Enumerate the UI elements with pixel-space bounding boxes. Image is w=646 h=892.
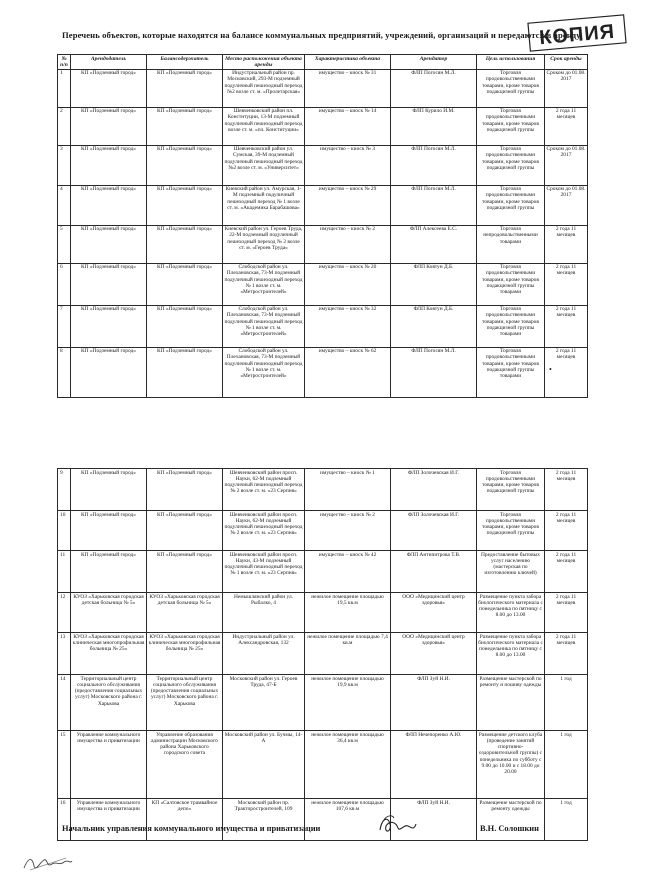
- margin-mark: •: [549, 365, 552, 374]
- cell-holder: КП «Подземный город»: [147, 263, 223, 305]
- cell-lessor: КП «Подземный город»: [71, 263, 147, 305]
- cell-location: Индустриальный район пр. Московский, 293-М подземный подуличный пешеходный переход №2 возле ст. м. «Пролетарская»: [223, 69, 305, 107]
- table-row: [58, 633, 588, 675]
- cell-term: 2 года 11 месяцев: [545, 107, 588, 145]
- col-header-location: Место расположения объекта аренды: [223, 55, 305, 70]
- cell-location: Немышлянский район ул. Рыбалко, 4: [223, 593, 305, 633]
- cell-lessor: КП «Подземный город»: [71, 185, 147, 225]
- table-header-row: [58, 55, 588, 70]
- cell-purpose: Торговля продовольственными товарами, кроме товаров подакцизной группы товарами: [477, 263, 545, 305]
- cell-feature: имущество – киоск № 32: [305, 305, 391, 347]
- cell-location: Шевченковский район пл. Конституции, 13-М подземный подуличный пешеходный переход возле ст. м. «пл. Конституции»: [223, 107, 305, 145]
- cell-lessor: КП «Подземный город»: [71, 305, 147, 347]
- cell-number: 7: [58, 305, 71, 347]
- table-row: [58, 511, 588, 551]
- cell-number: 15: [58, 731, 71, 799]
- cell-lessor: Территориальный центр социального обслуживания (предоставления социальных услуг) Московского района г. Харькова: [71, 675, 147, 731]
- table-row: [58, 107, 588, 145]
- cell-purpose: Торговля продовольственными товарами, кроме товаров подакцизной группы: [477, 469, 545, 511]
- cell-location: Шевченковский район ул. Сумская, 39-М подземный подуличный пешеходный переход №2 возле ст. м. «Университет»: [223, 145, 305, 185]
- cell-lessor: КУОЗ «Харьковская городская клиническая многопрофильная больница № 25»: [71, 633, 147, 675]
- cell-purpose: Торговля продовольственными товарами, кроме товаров подакцизной группы: [477, 107, 545, 145]
- cell-term: 2 года 11 месяцев: [545, 305, 588, 347]
- cell-term: Сроком до 01.08. 2017: [545, 185, 588, 225]
- table-body-part-2: [58, 469, 588, 841]
- cell-purpose: Размещение мастерской по ремонту одежды: [477, 799, 545, 841]
- copy-stamp-graphic: [527, 14, 627, 52]
- cell-feature: имущество – киоск № 14: [305, 107, 391, 145]
- cell-purpose: Торговля продовольственными товарами, кроме товаров подакцизной группы: [477, 511, 545, 551]
- cell-tenant: ООО «Медицинский центр здоровья»: [391, 593, 477, 633]
- document-title: Перечень объектов, которые находятся на балансе коммунальных предприятий, учреждений, организаций и передаются в аренду: [62, 30, 581, 40]
- cell-number: 13: [58, 633, 71, 675]
- table-row: [58, 347, 588, 397]
- cell-location: Московский район пр. Тракторостроителей, 109: [223, 799, 305, 841]
- cell-tenant: ООО «Медицинский центр здоровья»: [391, 633, 477, 675]
- signature-mark: [374, 812, 418, 838]
- cell-purpose: Предоставление бытовых услуг населению (мастерская по изготовлению ключей): [477, 551, 545, 593]
- cell-holder: КП «Подземный город»: [147, 107, 223, 145]
- cell-number: 8: [58, 347, 71, 397]
- cell-feature: нежилое помещение площадью 19,5 кв.м: [305, 593, 391, 633]
- cell-holder: КП «Подземный город»: [147, 185, 223, 225]
- cell-tenant: ФЛП Нечепоренко А.Ю.: [391, 731, 477, 799]
- cell-holder: КП «Подземный город»: [147, 347, 223, 397]
- table-row: [58, 185, 588, 225]
- cell-feature: имущество – киоск № 42: [305, 551, 391, 593]
- table-row: [58, 551, 588, 593]
- cell-purpose: Торговля продовольственными товарами, кроме товаров подакцизной группы товарами: [477, 305, 545, 347]
- cell-number: 14: [58, 675, 71, 731]
- cell-purpose: Торговля продовольственными товарами, кроме товаров подакцизной группы: [477, 185, 545, 225]
- cell-tenant: ФЛП Алексеева Е.С.: [391, 225, 477, 263]
- cell-term: 1 год: [545, 731, 588, 799]
- table-row: [58, 145, 588, 185]
- cell-feature: имущество – киоск № 3: [305, 145, 391, 185]
- cell-lessor: КП «Подземный город»: [71, 145, 147, 185]
- copy-stamp: [527, 14, 627, 52]
- cell-feature: нежилое помещение площадью 107,6 кв.м: [305, 799, 391, 841]
- cell-number: 1: [58, 69, 71, 107]
- cell-holder: Территориальный центр социального обслуживания (предоставления социальных услуг) Московского района г. Харькова: [147, 675, 223, 731]
- col-header-feature: Характеристика объекта: [305, 55, 391, 70]
- cell-purpose: Размещение мастерской по ремонту и пошиву одежды: [477, 675, 545, 731]
- cell-holder: КП «Подземный город»: [147, 511, 223, 551]
- cell-holder: КП «Подземный город»: [147, 145, 223, 185]
- cell-feature: имущество – киоск № 20: [305, 263, 391, 305]
- cell-number: 12: [58, 593, 71, 633]
- cell-holder: КП «Подземный город»: [147, 469, 223, 511]
- cell-purpose: Торговля продовольственными товарами, кроме товаров подакцизной группы товарами: [477, 347, 545, 397]
- cell-number: 2: [58, 107, 71, 145]
- table-row: [58, 69, 588, 107]
- cell-lessor: КП «Подземный город»: [71, 347, 147, 397]
- col-header-purpose: Цель использования: [477, 55, 545, 70]
- cell-location: Киевский район ул. Героев Труда, 22-М подземный подуличный пешеходный переход № 2 возле ст. м. «Героев Труда»: [223, 225, 305, 263]
- cell-term: 2 года 11 месяцев: [545, 511, 588, 551]
- cell-term: 2 года 11 месяцев: [545, 593, 588, 633]
- cell-holder: КП «Подземный город»: [147, 551, 223, 593]
- cell-feature: имущество – киоск № 31: [305, 69, 391, 107]
- table-row: [58, 675, 588, 731]
- cell-holder: КУОЗ «Харьковская городская детская больница № 5»: [147, 593, 223, 633]
- cell-location: Шевченковский район просп. Науки, 62-М подземный подуличный пешеходный переход № 2 возле ст. м. «23 Серпня»: [223, 511, 305, 551]
- cell-feature: нежилое помещение площадью 36,4 кв.м: [305, 731, 391, 799]
- objects-table-part-2: [57, 468, 588, 841]
- cell-holder: Управление образования администрации Московского района Харьковского городского совета: [147, 731, 223, 799]
- col-header-number: № п/п: [58, 55, 71, 70]
- cell-location: Слободской район ул. Плехановская, 73-М подземный подуличный пешеходный переход № 1 возле ст. м. «Метростроителей»: [223, 347, 305, 397]
- cell-lessor: КП «Подземный город»: [71, 225, 147, 263]
- table-row: [58, 225, 588, 263]
- cell-holder: КП «Подземный город»: [147, 225, 223, 263]
- table-row: [58, 593, 588, 633]
- cell-term: 2 года 11 месяцев: [545, 469, 588, 511]
- cell-number: 10: [58, 511, 71, 551]
- cell-lessor: КП «Подземный город»: [71, 69, 147, 107]
- cell-lessor: КП «Подземный город»: [71, 107, 147, 145]
- cell-location: Слободской район ул. Плехановская, 73-М подземный подуличный пешеходный переход № 1 возле ст. м. «Метростроителей»: [223, 263, 305, 305]
- col-header-lessor: Арендодатель: [71, 55, 147, 70]
- cell-term: 2 года 11 месяцев: [545, 551, 588, 593]
- cell-purpose: Торговля продовольственными товарами, кроме товаров подакцизной группы: [477, 69, 545, 107]
- cell-number: 4: [58, 185, 71, 225]
- table-row: [58, 469, 588, 511]
- cell-location: Московский район ул. Бучмы, 14-А: [223, 731, 305, 799]
- cell-number: 9: [58, 469, 71, 511]
- cell-purpose: Торговля продовольственными товарами, кроме товаров подакцизной группы: [477, 145, 545, 185]
- cell-lessor: КП «Подземный город»: [71, 511, 147, 551]
- cell-feature: имущество – киоск № 2: [305, 511, 391, 551]
- cell-holder: КП «Подземный город»: [147, 305, 223, 347]
- cell-term: 1 год: [545, 675, 588, 731]
- cell-number: 6: [58, 263, 71, 305]
- cell-purpose: Размещение пункта забора биологического материала с понедельника по пятницу с 8.00 до 13.00: [477, 633, 545, 675]
- cell-holder: КП «Салтовское трамвайное депо»: [147, 799, 223, 841]
- cell-feature: имущество – киоск № 29: [305, 185, 391, 225]
- col-header-term: Срок аренды: [545, 55, 588, 70]
- cell-tenant: ФЛП Антипитрова Т.В.: [391, 551, 477, 593]
- table-row: [58, 799, 588, 841]
- cell-tenant: ФЛП Золочевская И.Г.: [391, 511, 477, 551]
- cell-term: 2 года 11 месяцев: [545, 263, 588, 305]
- cell-term: Сроком до 01.08. 2017: [545, 69, 588, 107]
- col-header-tenant: Арендатор: [391, 55, 477, 70]
- cell-lessor: Управление коммунального имущества и приватизации: [71, 731, 147, 799]
- cell-term: 2 года 11 месяцев: [545, 347, 588, 397]
- objects-table-part-1: [57, 54, 588, 398]
- cell-location: Московский район ул. Героев Труда, 47-Б: [223, 675, 305, 731]
- cell-feature: имущество – киоск № 2: [305, 225, 391, 263]
- cell-feature: имущество – киоск № 62: [305, 347, 391, 397]
- copy-stamp-text: КОПИЯ: [538, 20, 616, 50]
- cell-purpose: Размещение пункта забора биологического материала с понедельника по пятницу с 8.00 до 13.00: [477, 593, 545, 633]
- cell-tenant: ФЛП Погосян М.Л.: [391, 145, 477, 185]
- cell-location: Слободской район ул. Плехановская, 73-М подземный подуличный пешеходный переход № 1 возле ст. м. «Метростроителей»: [223, 305, 305, 347]
- cell-tenant: ФЛП Ковтун Д.Б.: [391, 263, 477, 305]
- table-row: [58, 305, 588, 347]
- cell-lessor: КП «Подземный город»: [71, 551, 147, 593]
- cell-location: Шевченковский район просп. Науки, 62-М подземный подуличный пешеходный переход № 2 возле ст. м. «23 Серпня»: [223, 469, 305, 511]
- cell-tenant: ФЛП Погосян М.Л.: [391, 347, 477, 397]
- signatory-position: Начальник управления коммунального имущества и приватизации: [62, 824, 321, 833]
- cell-lessor: КП «Подземный город»: [71, 469, 147, 511]
- cell-tenant: ФЛП Зуй Н.И.: [391, 675, 477, 731]
- cell-term: 2 года 11 месяцев: [545, 225, 588, 263]
- cell-number: 11: [58, 551, 71, 593]
- table-body-part-1: [58, 69, 588, 397]
- col-header-holder: Балансодержатель: [147, 55, 223, 70]
- cell-tenant: ФЛП Курило И.М.: [391, 107, 477, 145]
- cell-tenant: ФЛП Зуй Н.И.: [391, 799, 477, 841]
- cell-purpose: Размещение детского клуба (проведение занятий спортивно-оздоровительной группы) с понедельника по субботу с 9.00 до 10.00 и с 18.00 до 20.00: [477, 731, 545, 799]
- cell-tenant: ФЛП Золочевская И.Г.: [391, 469, 477, 511]
- cell-location: Индустриальный район ул. Александровская, 132: [223, 633, 305, 675]
- cell-tenant: ФЛП Погосян М.Л.: [391, 185, 477, 225]
- cell-location: Шевченковский район просп. Науки, 43-М подземный подуличный пешеходный переход № 1 возле ст. м. «23 Серпня»: [223, 551, 305, 593]
- table-row: [58, 263, 588, 305]
- cell-holder: КП «Подземный город»: [147, 69, 223, 107]
- cell-lessor: КУОЗ «Харьковская городская детская больница № 5»: [71, 593, 147, 633]
- cell-tenant: ФЛП Погосян М.Л.: [391, 69, 477, 107]
- cell-number: 3: [58, 145, 71, 185]
- cell-purpose: Торговля непродовольственными товарами: [477, 225, 545, 263]
- table-row: [58, 731, 588, 799]
- cell-feature: нежилое помещение площадью 7,4 кв.м: [305, 633, 391, 675]
- cell-holder: КУОЗ «Харьковская городская клиническая многопрофильная больница № 25»: [147, 633, 223, 675]
- cell-term: 2 года 11 месяцев: [545, 633, 588, 675]
- cell-feature: имущество – киоск № 1: [305, 469, 391, 511]
- signatory-name: В.Н. Солошкин: [480, 824, 539, 833]
- cell-number: 16: [58, 799, 71, 841]
- cell-tenant: ФЛП Ковтун Д.Б.: [391, 305, 477, 347]
- cell-feature: нежилое помещение площадью 19,9 кв.м: [305, 675, 391, 731]
- cell-lessor: Управление коммунального имущества и приватизации: [71, 799, 147, 841]
- cell-location: Киевский район ул. Амурская, 1-М подземный подуличный пешеходный переход № 1 возле ст. м. «Академика Барабашова»: [223, 185, 305, 225]
- cell-number: 5: [58, 225, 71, 263]
- cell-term: Сроком до 01.08. 2017: [545, 145, 588, 185]
- cell-term: 1 год: [545, 799, 588, 841]
- handwritten-initials: [22, 852, 74, 874]
